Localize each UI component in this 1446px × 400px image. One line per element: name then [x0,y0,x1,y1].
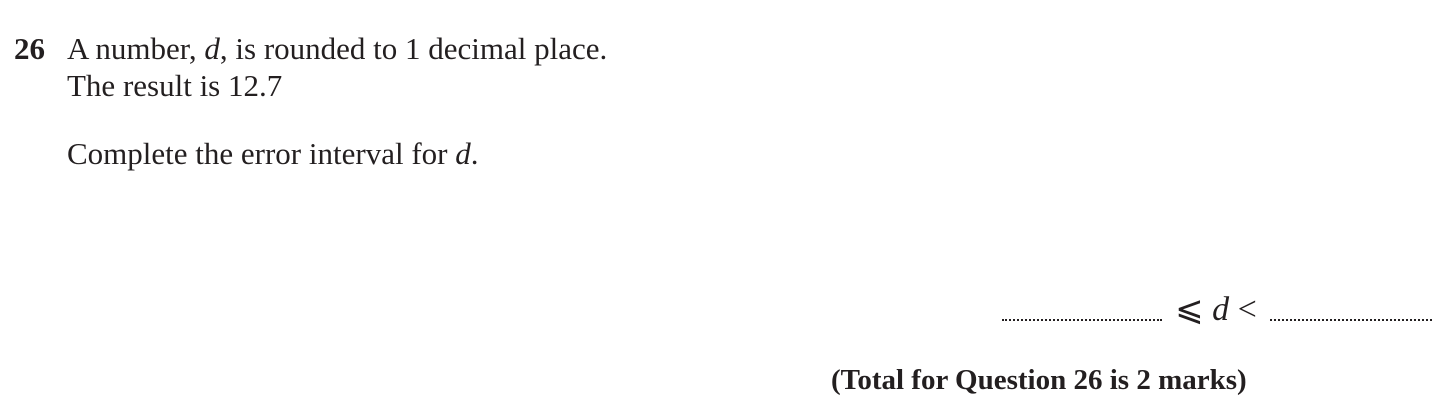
total-marks: (Total for Question 26 is 2 marks) [831,364,1247,396]
question-line-1-pre: A number, [67,31,205,66]
upper-bound-answer-line[interactable] [1270,319,1432,321]
answer-variable-d: d [1212,291,1230,328]
question-instruction-post: . [470,136,479,171]
less-than-symbol: < [1237,291,1257,328]
less-than-or-equal-symbol: ⩽ [1175,291,1204,328]
lower-bound-answer-line[interactable] [1002,319,1162,321]
inequality-expression [1170,290,1262,330]
question-line-1 [67,30,607,68]
question-number: 26 [14,31,45,66]
question-instruction-pre: Complete the error interval for [67,136,456,171]
question-instruction [67,135,478,173]
question-line-1-post: , is rounded to 1 decimal place. [219,31,608,66]
variable-d: d [204,31,220,66]
question-line-2: The result is 12.7 [67,68,283,103]
variable-d: d [455,136,471,171]
